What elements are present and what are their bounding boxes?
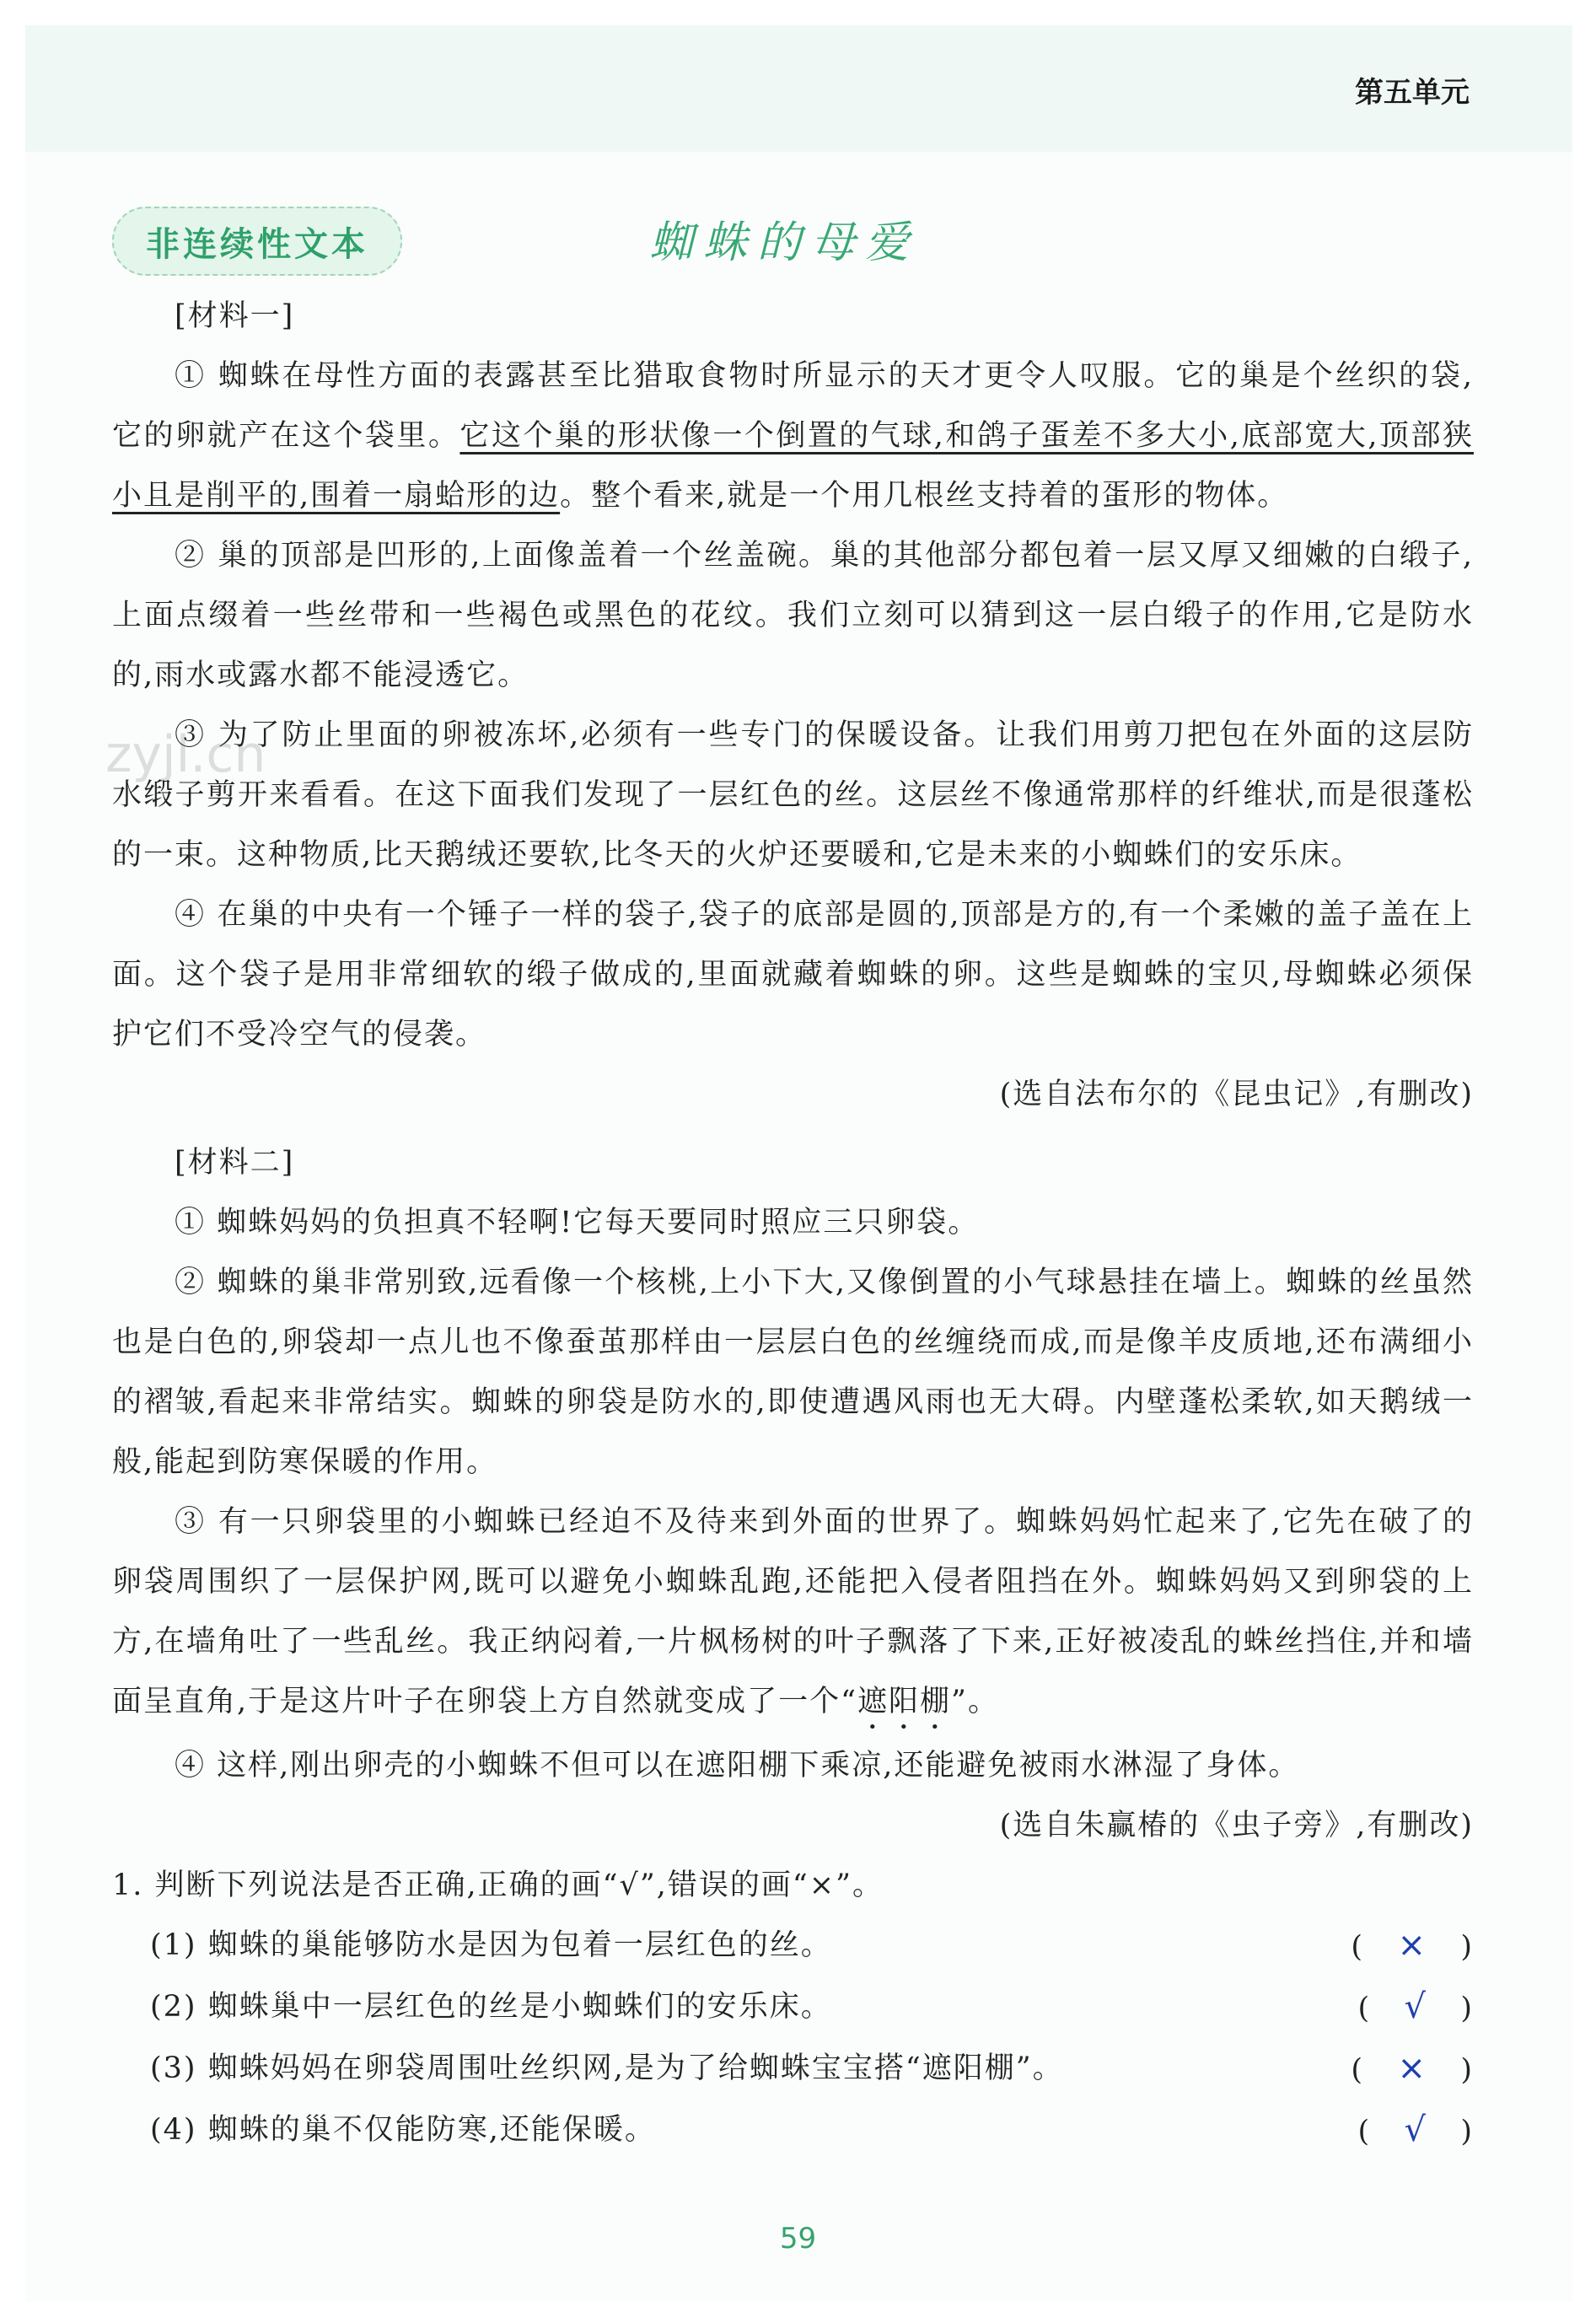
answer-box: ( × )	[1351, 2049, 1474, 2088]
material-2-paragraph-2: ② 蜘蛛的巢非常别致,远看像一个核桃,上小下大,又像倒置的小气球悬挂在墙上。蜘蛛的丝虽然也是白色的,卵袋却一点儿也不像蚕茧那样由一层层白色的丝缠绕而成,而是像羊皮质地,还布满细小的褶皱,看起来非常结实。蜘蛛的卵袋是防水的,即使遭遇风雨也无大碍。内壁蓬松柔软,如天鹅绒一般,能起到防寒保暖的作用。	[112, 1266, 1474, 1479]
material-1-paragraph-4: ④ 在巢的中央有一个锤子一样的袋子,袋子的底部是圆的,顶部是方的,有一个柔嫩的盖子盖在上面。这个袋子是用非常细软的缎子做成的,里面就藏着蜘蛛的卵。这些是蜘蛛的宝贝,母蜘蛛必须保护它们不受冷空气的侵袭。	[112, 898, 1474, 1051]
material-2-heading: [材料二]	[175, 1146, 295, 1180]
material-1-source: (选自法布尔的《昆虫记》,有删改)	[999, 1078, 1474, 1111]
question-item-text: (4) 蜘蛛的巢不仅能防寒,还能保暖。	[150, 2113, 656, 2147]
answer-box: ( √ )	[1357, 2111, 1474, 2149]
answer-mark: ×	[1397, 2049, 1427, 2088]
question-item-text: (1) 蜘蛛的巢能够防水是因为包着一层红色的丝。	[150, 1928, 832, 1962]
answer-box: ( √ )	[1357, 1987, 1474, 2026]
unit-label: 第五单元	[1355, 76, 1470, 110]
header-band	[25, 25, 1572, 152]
material-1-paragraph-2: ② 巢的顶部是凹形的,上面像盖着一个丝盖碗。巢的其他部分都包着一层又厚又细嫩的白缎子,上面点缀着一些丝带和一些褐色或黑色的花纹。我们立刻可以猜到这一层白缎子的作用,它是防水的,雨水或露水都不能浸透它。	[112, 539, 1474, 692]
question-item	[150, 2100, 1474, 2162]
answer-mark: ×	[1397, 1926, 1427, 1965]
material-1-paragraph-1: ① 蜘蛛在母性方面的表露甚至比猎取食物时所显示的天才更令人叹服。它的巢是个丝织的袋,它的卵就产在这个袋里。它这个巢的形状像一个倒置的气球,和鸽子蛋差不多大小,底部宽大,顶部狭小且是削平的,围着一扇蛤形的边。整个看来,就是一个用几根丝支持着的蛋形的物体。	[112, 359, 1474, 513]
question-item	[150, 1916, 1474, 1977]
answer-box: ( × )	[1351, 1926, 1474, 1965]
section-badge	[112, 207, 402, 276]
emphasized-term: 遮阳棚	[857, 1685, 952, 1718]
material-2-source: (选自朱赢椿的《虫子旁》,有删改)	[999, 1809, 1474, 1842]
answer-mark: √	[1404, 2111, 1427, 2149]
question-1-stem: 1. 判断下列说法是否正确,正确的画“√”,错误的画“×”。	[112, 1869, 884, 1902]
article-body	[112, 287, 1474, 2162]
material-2-paragraph-1: ① 蜘蛛妈妈的负担真不轻啊!它每天要同时照应三只卵袋。	[175, 1206, 980, 1239]
material-1-heading: [材料一]	[175, 299, 295, 333]
question-item	[150, 1977, 1474, 2039]
watermark: zyjl.cn	[105, 725, 266, 784]
question-item-text: (3) 蜘蛛妈妈在卵袋周围吐丝织网,是为了给蜘蛛宝宝搭“遮阳棚”。	[150, 2051, 1064, 2085]
section-badge-label: 非连续性文本	[146, 224, 368, 264]
underlined-sentence: 它这个巢的形状像一个倒置的气球,和鸽子蛋差不多大小,底部宽大,顶部狭小且是削平的,围着一扇蛤形的边	[112, 419, 1474, 513]
question-item-text: (2) 蜘蛛巢中一层红色的丝是小蜘蛛们的安乐床。	[150, 1990, 832, 2024]
material-1-paragraph-3: ③ 为了防止里面的卵被冻坏,必须有一些专门的保暖设备。让我们用剪刀把包在外面的这层防水缎子剪开来看看。在这下面我们发现了一层红色的丝。这层丝不像通常那样的纤维状,而是很蓬松的一束。这种物质,比天鹅绒还要软,比冬天的火炉还要暖和,它是未来的小蜘蛛们的安乐床。	[112, 718, 1474, 872]
answer-mark: √	[1404, 1987, 1427, 2026]
page-number: 59	[779, 2222, 817, 2256]
material-2-paragraph-4: ④ 这样,刚出卵壳的小蜘蛛不但可以在遮阳棚下乘凉,还能避免被雨水淋湿了身体。	[175, 1749, 1300, 1783]
page-title: 蜘蛛的母爱	[649, 218, 920, 268]
question-item	[150, 2039, 1474, 2100]
material-2-paragraph-3: ③ 有一只卵袋里的小蜘蛛已经迫不及待来到外面的世界了。蜘蛛妈妈忙起来了,它先在破了的卵袋周围织了一层保护网,既可以避免小蜘蛛乱跑,还能把入侵者阻挡在外。蜘蛛妈妈又到卵袋的上方,在墙角吐了一些乱丝。我正纳闷着,一片枫杨树的叶子飘落了下来,正好被凌乱的蛛丝挡住,并和墙面呈直角,于是这片叶子在卵袋上方自然就变成了一个“遮阳棚”。	[112, 1505, 1474, 1718]
